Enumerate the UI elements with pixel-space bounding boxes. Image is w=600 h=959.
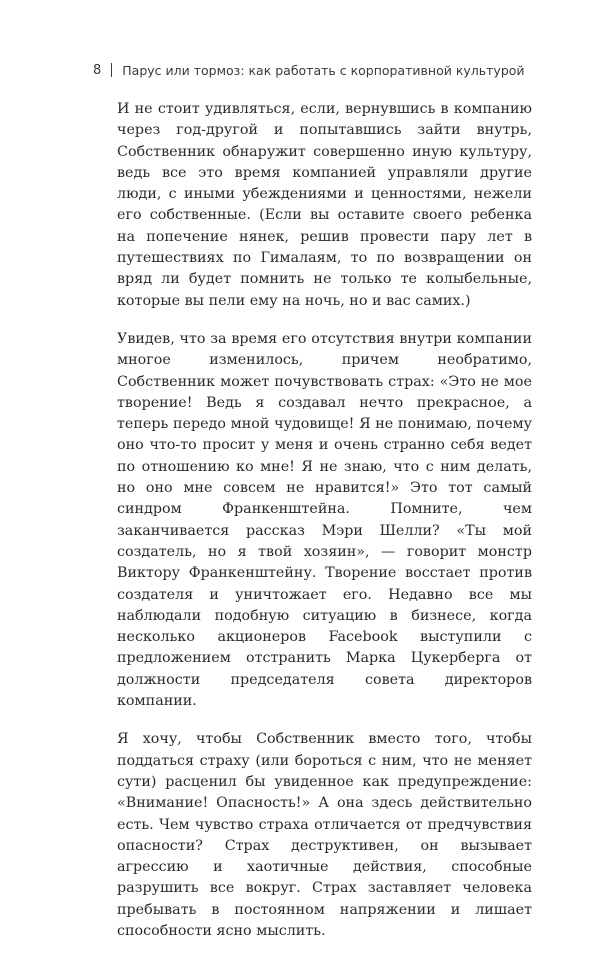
body-text — [117, 99, 532, 959]
header-divider — [111, 63, 112, 77]
running-header — [93, 60, 533, 80]
running-title: Парус или тормоз: как работать с корпоративной культурой — [122, 62, 525, 78]
paragraph-1: И не стоит удивляться, если, вернувшись в компанию через год-другой и попытавшись зайти внутрь, Собственник обнаружит совершенно иную культуру, ведь все это время компанией управляли другие люди, с иными убеждениями и ценностями, нежели его собственные. (Если вы оставите своего ребенка на попечение нянек, решив провести пару лет в путешествиях по Гималаям, то по возвращении он вряд ли будет помнить не только те колыбельные, которые вы пели ему на ночь, но и вас самих.) — [117, 101, 532, 309]
paragraph-2: Увидев, что за время его отсутствия внутри компании многое изменилось, причем необратимо, Собственник может почувствовать страх: «Это не мое творение! Ведь я создавал нечто прекрасное, а теперь передо мной чудовище! Я не понимаю, почему оно что-то просит у меня и очень странно себя ведет по отношению ко мне! Я не знаю, что с ним делать, но оно мне совсем не нравится!» Это тот самый синдром Франкенштейна. Помните, чем заканчивается рассказ Мэри Шелли? «Ты мой создатель, но я твой хозяин», — говорит монстр Виктору Франкенштейну. Творение восстает против создателя и уничтожает его. Недавно все мы наблюдали подобную ситуацию в бизнесе, когда несколько акционеров Facebook выступили с предложением отстранить Марка Цукерберга от должности председателя совета директоров компании. — [117, 330, 532, 710]
paragraph-3: Я хочу, чтобы Собственник вместо того, чтобы поддаться страху (или бороться с ним, что не меняет сути) расценил бы увиденное как предупреждение: «Внимание! Опасность!» А она здесь действительно есть. Чем чувство страха отличается от предчувствия опасности? Страх деструктивен, он вызывает агрессию и хаотичные действия, способные разрушить все вокруг. Страх заставляет человека пребывать в постоянном напряжении и лишает способности ясно мыслить. — [117, 731, 532, 939]
page-number: 8 — [93, 62, 102, 78]
